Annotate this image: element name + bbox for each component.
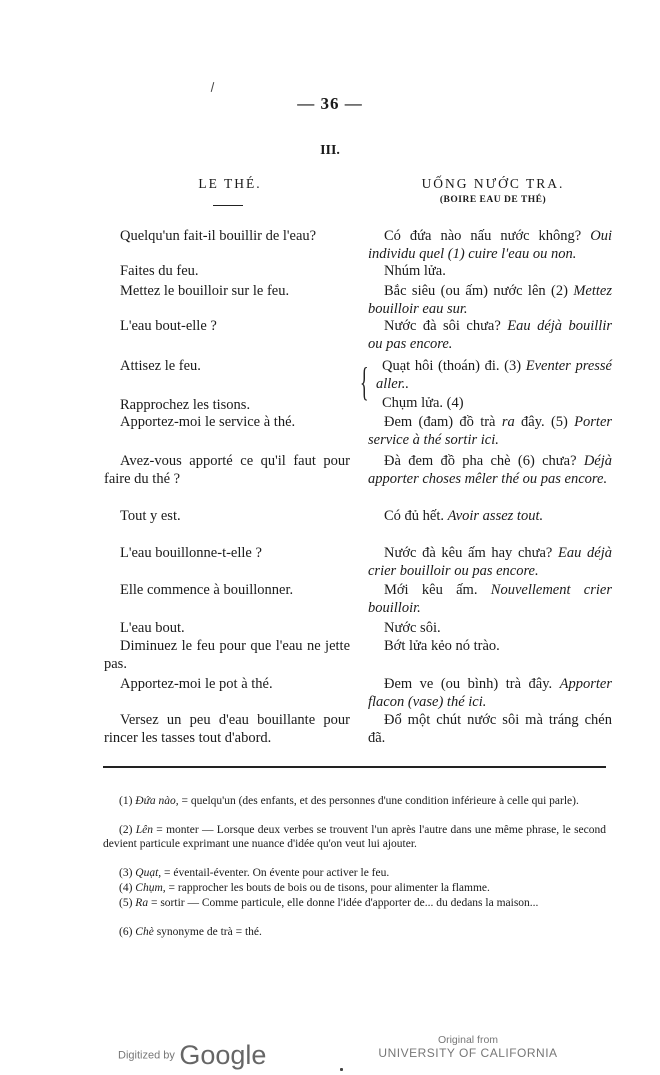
- stray-mark: [211, 82, 215, 92]
- french-line: Versez un peu d'eau bouillante pour rincer les tasses tout d'abord.: [104, 712, 350, 746]
- viet-line: Có đủ hết. Avoir assez tout.: [384, 508, 544, 524]
- footnote: (4) Chụm, = rapprocher les bouts de bois ou de tisons, pour alimenter la flamme.: [119, 882, 490, 894]
- page-number: — 36 —: [297, 94, 363, 113]
- viet-line: Nhúm lửa.: [384, 263, 446, 279]
- viet-line: Bắc siêu (ou ấm) nước lên (2) Mettez bouilloir eau sur.: [368, 283, 612, 317]
- french-line: Apportez-moi le pot à thé.: [120, 676, 273, 692]
- viet-line: Nước đà kêu ấm hay chưa? Eau déjà crier bouilloir ou pas encore.: [368, 545, 613, 579]
- viet-line: Đà đem đồ pha chè (6) chưa? Déjà apporter choses mêler thé ou pas encore.: [368, 453, 612, 487]
- french-line: Tout y est.: [120, 508, 181, 524]
- viet-line: Quạt hôi (thoán) đi. (3) Eventer pressé aller..: [376, 358, 612, 392]
- footnote: (2) Lên = monter — Lorsque deux verbes se trouvent l'un après l'autre dans une même phrase, le second devient particule exprimant une nuance d'idée qu'on veut lui ajouter.: [103, 824, 606, 851]
- footnote: (3) Quạt, = éventail-éventer. On évente pour activer le feu.: [119, 867, 390, 879]
- brace-symbol: {: [360, 359, 369, 404]
- footnote: (1) Đứa nào, = quelqu'un (des enfants, et des personnes d'une condition inférieure à celle qui parle).: [119, 795, 579, 807]
- french-line: Avez-vous apporté ce qu'il faut pour faire du thé ?: [104, 453, 350, 487]
- french-line: Rapprochez les tisons.: [120, 397, 251, 413]
- french-line: Quelqu'un fait-il bouillir de l'eau?: [120, 228, 317, 244]
- french-line: L'eau bout-elle ?: [120, 318, 217, 334]
- viet-line: Đem ve (ou bình) trà đây. Apporter flacon (vase) thé ici.: [368, 676, 612, 710]
- french-line: Mettez le bouilloir sur le feu.: [120, 283, 290, 299]
- footnote: (5) Ra = sortir — Comme particule, elle donne l'idée d'apporter de... du dedans la maison...: [119, 897, 539, 909]
- digitized-by-watermark: Digitized by Google: [118, 1040, 267, 1070]
- title-underline: [213, 205, 243, 206]
- footnote: (6) Chè synonyme de trà = thé.: [119, 926, 262, 938]
- right-column-title: UỐNG NƯỚC TRA.: [421, 176, 565, 191]
- viet-line: Nước sôi.: [384, 620, 441, 636]
- section-number: III.: [320, 143, 340, 158]
- stray-dot: [340, 1068, 343, 1071]
- footnote-divider: [103, 766, 606, 768]
- french-line: L'eau bout.: [120, 620, 185, 636]
- french-line: L'eau bouillonne-t-elle ?: [120, 545, 262, 561]
- google-logo: Google: [179, 1040, 267, 1070]
- french-line: Apportez-moi le service à thé.: [120, 414, 296, 430]
- left-column-title: LE THÉ.: [198, 176, 262, 191]
- french-line: Faites du feu.: [120, 263, 199, 279]
- original-from-watermark: Original from UNIVERSITY OF CALIFORNIA: [378, 1034, 558, 1060]
- viet-line: Đem (đam) đồ trà ra đây. (5) Porter service à thé sortir ici.: [368, 414, 613, 448]
- viet-line: Có đứa nào nấu nước không? Oui individu quel (1) cuire l'eau ou non.: [368, 228, 612, 262]
- viet-line: Chụm lửa. (4): [382, 395, 464, 411]
- right-column-subtitle: (BOIRE EAU DE THÉ): [439, 195, 547, 205]
- viet-line: Bớt lửa kẻo nó trào.: [384, 638, 500, 654]
- viet-line: Đổ một chút nước sôi mà tráng chén đã.: [368, 712, 612, 746]
- french-line: Diminuez le feu pour que l'eau ne jette pas.: [104, 638, 350, 672]
- french-line: Elle commence à bouillonner.: [120, 582, 294, 598]
- french-line: Attisez le feu.: [120, 358, 201, 374]
- viet-line: Nước đà sôi chưa? Eau déjà bouillir ou pas encore.: [368, 318, 612, 352]
- viet-line: Mới kêu ấm. Nouvellement crier bouilloir.: [368, 582, 612, 616]
